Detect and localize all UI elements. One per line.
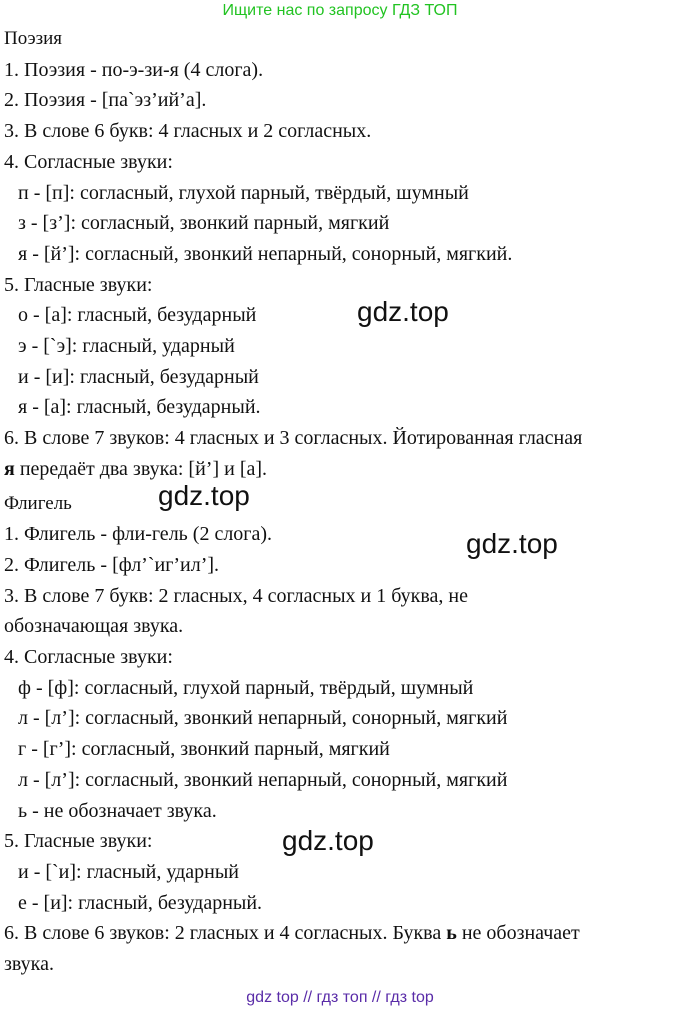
s2-consonant-l2: л - [л’]: согласный, звонкий непарный, сонорный, мягкий	[18, 768, 508, 791]
s2-line-4: 4. Согласные звуки:	[4, 646, 173, 669]
s1-line-2: 2. Поэзия - [па`эз’ий’а].	[4, 89, 207, 112]
s2-consonant-l1: л - [л’]: согласный, звонкий непарный, сонорный, мягкий	[18, 707, 508, 730]
s2-line-6	[4, 918, 680, 949]
s1-consonant-p: п - [п]: согласный, глухой парный, твёрдый, шумный	[18, 181, 469, 204]
s1-vowel-i: и - [и]: гласный, безударный	[18, 365, 259, 388]
s1-vowel-o: о - [а]: гласный, безударный	[18, 304, 257, 327]
s2-line-6-post: не обозначает	[456, 922, 580, 945]
s1-line-1: 1. Поэзия - по-э-зи-я (4 слога).	[4, 58, 264, 81]
s1-line-6: 6. В слове 7 звуков: 4 гласных и 3 согласных. Йотированная гласная	[4, 427, 583, 450]
s2-line-6-cont: звука.	[4, 953, 54, 976]
bottom-banner: gdz top // гдз топ // гдз top	[246, 989, 434, 1006]
top-banner: Ищите нас по запросу ГДЗ ТОП	[222, 2, 458, 19]
s1-line-6-rest: передаёт два звука: [й’] и [а].	[14, 457, 268, 480]
s2-consonant-f: ф - [ф]: согласный, глухой парный, твёрдый, шумный	[18, 676, 474, 699]
s2-line-3: 3. В слове 7 букв: 2 гласных, 4 согласных и 1 буква, не	[4, 584, 469, 607]
s2-line-3-cont: обозначающая звука.	[4, 615, 184, 638]
s2-line-5: 5. Гласные звуки:	[4, 830, 153, 853]
s2-line-6-pre: 6. В слове 6 звуков: 2 гласных и 4 согласных. Буква	[4, 922, 447, 945]
s1-line-5: 5. Гласные звуки:	[4, 273, 153, 296]
s2-consonant-g: г - [г’]: согласный, звонкий парный, мягкий	[18, 738, 390, 761]
s1-vowel-ya: я - [а]: гласный, безударный.	[18, 396, 261, 419]
s1-line-4: 4. Согласные звуки:	[4, 150, 173, 173]
s1-line-3: 3. В слове 6 букв: 4 гласных и 2 согласных.	[4, 120, 372, 143]
watermark: gdz.top	[158, 480, 250, 511]
section-title-poeziya: Поэзия	[4, 28, 63, 49]
s1-consonant-ya: я - [й’]: согласный, звонкий непарный, сонорный, мягкий.	[18, 242, 513, 265]
watermark: gdz.top	[466, 528, 558, 559]
s2-bold-letter: ь	[446, 922, 457, 945]
s1-consonant-z: з - [з’]: согласный, звонкий парный, мягкий	[18, 212, 390, 235]
s2-soft-sign: ь - не обозначает звука.	[18, 799, 217, 822]
watermark: gdz.top	[282, 825, 374, 856]
s1-vowel-e: э - [`э]: гласный, ударный	[18, 335, 235, 358]
s1-line-6-cont	[4, 454, 680, 485]
s1-bold-letter: я	[4, 457, 15, 480]
s2-line-2: 2. Флигель - [фл’`иг’ил’].	[4, 553, 220, 576]
section-title-fligel: Флигель	[4, 492, 72, 514]
s2-line-1: 1. Флигель - фли-гель (2 слога).	[4, 523, 273, 546]
s2-vowel-i: и - [`и]: гласный, ударный	[18, 860, 240, 883]
watermark: gdz.top	[357, 296, 449, 327]
s2-vowel-e: е - [и]: гласный, безударный.	[18, 891, 263, 914]
